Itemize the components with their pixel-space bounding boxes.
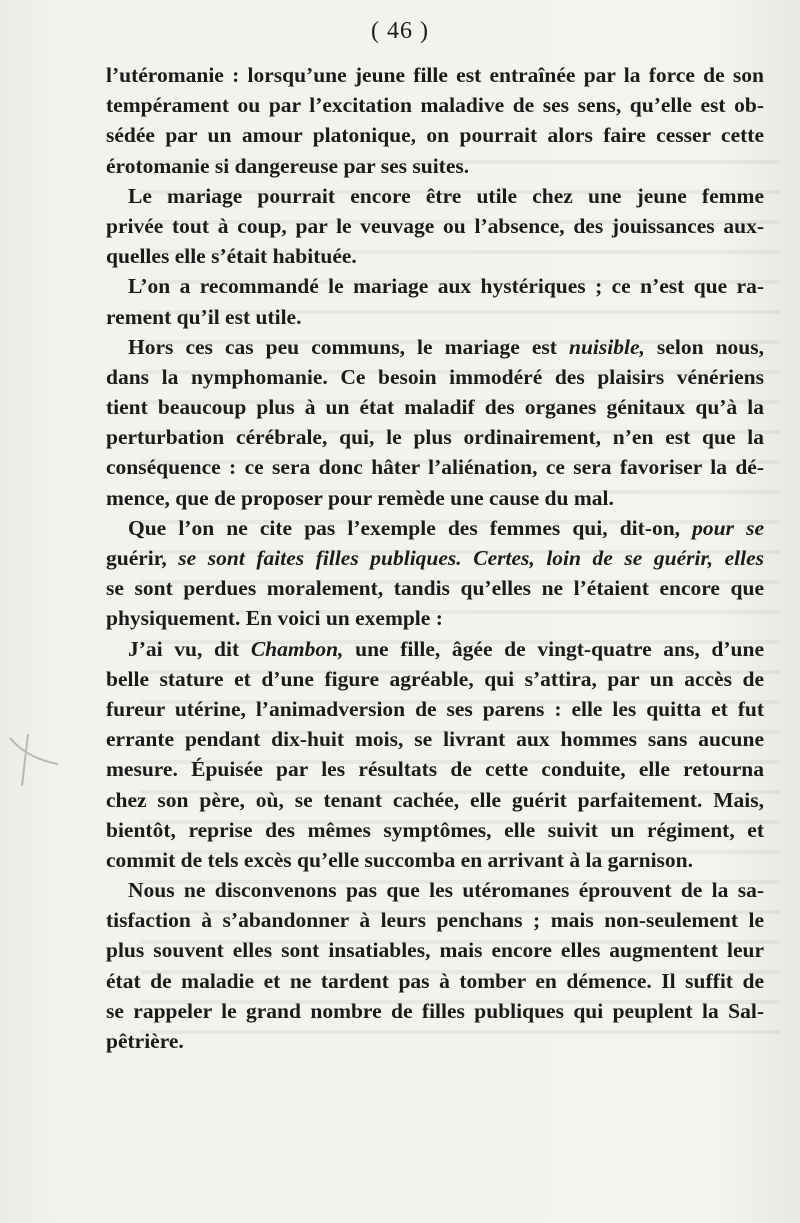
text-line: mesure. Épuisée par les résultats de cette conduite, elle retourna [106,757,764,782]
text-line: errante pendant dix-huit mois, se livrant aux hommes sans aucune [106,727,764,752]
text-line: pêtrière. [106,1029,184,1053]
text-line: quelles elle s’était habituée. [106,244,357,269]
text-line: tempérament ou par l’excitation maladive de ses sens, qu’elle est ob- [106,93,764,118]
text-line: Nous ne disconvenons pas que les utéromanes éprouvent de la sa- [128,878,764,903]
text-line: J’ai vu, dit Chambon, une fille, âgée de vingt-quatre ans, d’une [128,636,764,661]
text-line: bientôt, reprise des mêmes symptômes, elle suivit un régiment, et [106,817,764,842]
text-line: tisfaction à s’abandonner à leurs penchans ; mais non-seulement le [106,908,764,933]
text-line: Hors ces cas peu communs, le mariage est nuisible, selon nous, [128,334,764,359]
text-line: fureur utérine, l’animadversion de ses parens : elle les quitta et fut [106,696,764,721]
text-line: physiquement. En voici un exemple : [106,606,443,631]
text-line: Le mariage pourrait encore être utile chez une jeune femme [128,183,764,208]
text-line: commit de tels excès qu’elle succomba en arrivant à la garnison. [106,847,693,872]
text-line: se rappeler le grand nombre de filles publiques qui peuplent la Sal- [106,998,764,1023]
text-line: dans la nymphomanie. Ce besoin immodéré des plaisirs vénériens [106,364,764,389]
text-line: guérir, se sont faites filles publiques. Certes, loin de se guérir, elles [106,546,764,570]
italic-text: Chambon, [250,636,344,661]
text-line: plus souvent elles sont insatiables, mais encore elles augmentent leur [106,938,764,963]
text-line: conséquence : ce sera donc hâter l’aliénation, ce sera favoriser la dé- [106,455,764,480]
italic-text: se sont faites filles publiques. Certes, loin de se guérir, elles [166,546,764,570]
text-line: L’on a recommandé le mariage aux hystériques ; ce n’est que ra- [128,274,764,299]
text-line: rement qu’il est utile. [106,304,302,329]
text-line: Que l’on ne cite pas l’exemple des femmes qui, dit-on, pour se [128,515,764,540]
text-line: l’utéromanie : lorsqu’une jeune fille est entraînée par la force de son [106,63,764,87]
text-line: mence, que de proposer pour remède une cause du mal. [106,485,614,510]
italic-text: pour se [692,515,764,540]
text-line: perturbation cérébrale, qui, le plus ordinairement, n’en est que la [106,425,764,450]
text-line: tient beaucoup plus à un état maladif des organes génitaux qu’à la [106,395,764,420]
text-line: privée tout à coup, par le veuvage ou l’absence, des jouissances aux- [106,213,764,238]
text-line: chez son père, où, se tenant cachée, elle guérit parfaitement. Mais, [106,787,764,812]
pencil-mark [6,730,64,790]
body-text [106,60,764,1056]
text-line: état de maladie et ne tardent pas à tomber en démence. Il suffit de [106,968,764,993]
text-line: érotomanie si dangereuse par ses suites. [106,153,470,178]
text-line: sédée par un amour platonique, on pourrait alors faire cesser cette [106,123,764,148]
page-number: ( 46 ) [371,18,429,44]
italic-text: nuisible, [569,334,645,359]
text-line: se sont perdues moralement, tandis qu’elles ne l’étaient encore que [106,576,764,601]
text-line: belle stature et d’une figure agréable, qui s’attira, par un accès de [106,666,764,691]
